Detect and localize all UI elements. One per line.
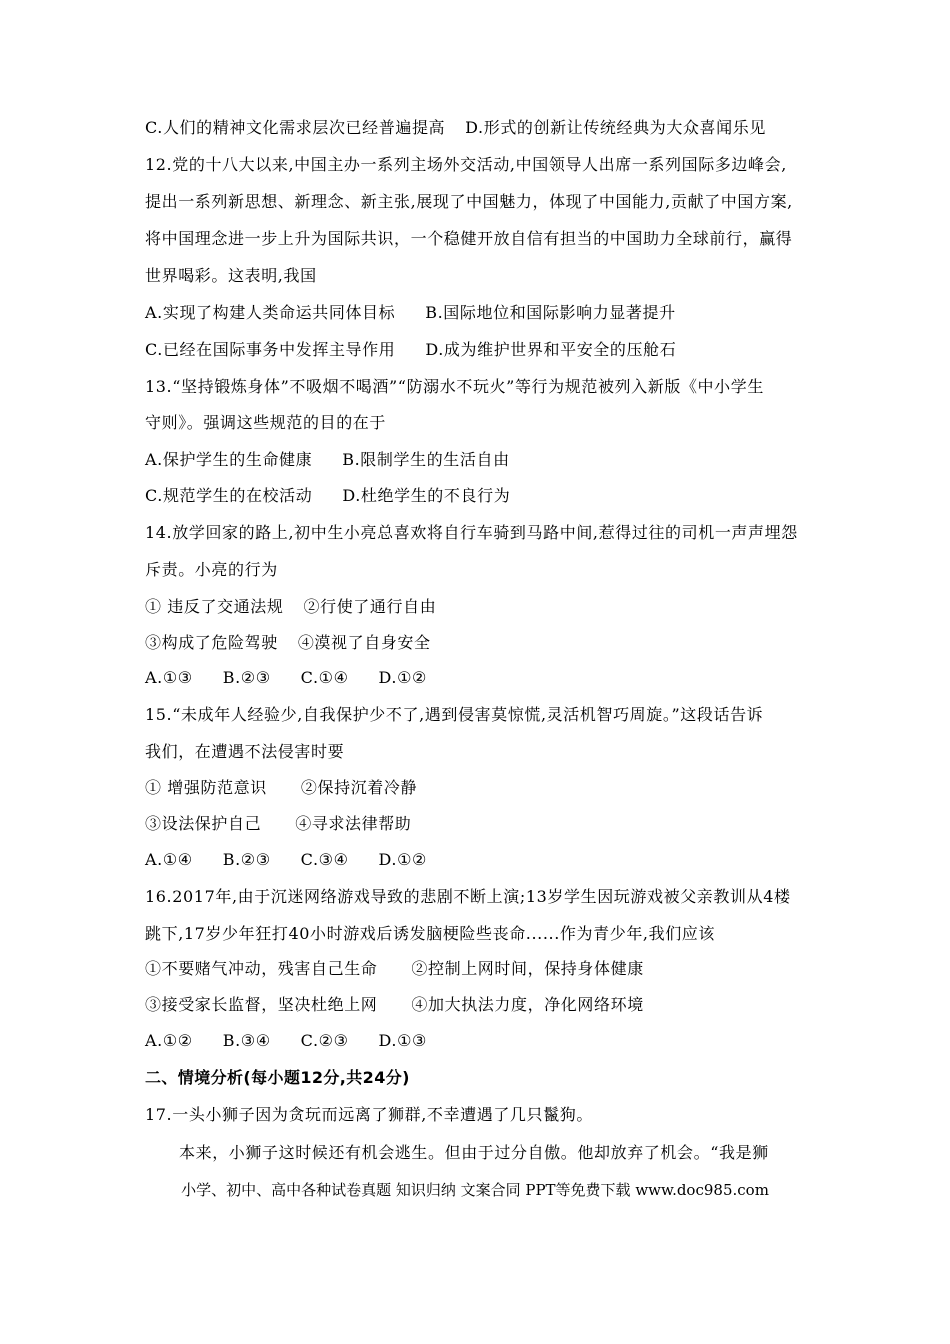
line-q14-statements-12 [145,597,436,617]
option-c: C.规范学生的在校活动 [145,486,313,505]
question-14-line-2: 斥责。小亮的行为 [145,560,278,579]
line-q12-options-ab [145,303,676,323]
question-14-line-1: 14.放学回家的路上,初中生小亮总喜欢将自行车骑到马路中间,惹得过往的司机一声声埋怨 [145,523,798,542]
question-15-line-1: 15.“未成年人经验少,自我保护少不了,遇到侵害莫惊慌,灵活机智巧周旋。”这段话告诉 [145,705,764,724]
choice-c: C.③④ [300,850,349,869]
option-a: A.实现了构建人类命运共同体目标 [145,303,396,322]
statement-1: ① 违反了交通法规 [145,597,284,616]
statement-3: ③接受家长监督，坚决杜绝上网 [145,995,378,1014]
option-d: D.成为维护世界和平安全的压舱石 [425,340,677,359]
statement-2: ②保持沉着冷静 [300,778,418,797]
section-heading: 二、情境分析(每小题12分,共24分) [145,1068,410,1087]
statement-3: ③设法保护自己 [145,814,262,833]
page-footer: 小学、初中、高中各种试卷真题 知识归纳 文案合同 PPT等免费下载 www.doc985.com [181,1181,769,1199]
choice-a: A.①④ [145,850,193,869]
question-13-line-1: 13.“坚持锻炼身体”不吸烟不喝酒”“防溺水不玩火”等行为规范被列入新版《中小学生 [145,377,764,396]
question-12-line-1: 12.党的十八大以来,中国主办一系列主场外交活动,中国领导人出席一系列国际多边峰会, [145,155,787,174]
question-12-line-4: 世界喝彩。这表明,我国 [145,266,317,285]
question-17-line-1: 17.一头小狮子因为贪玩而远离了狮群,不幸遭遇了几只鬣狗。 [145,1105,593,1124]
line-q16-choices [145,1031,427,1051]
choice-d: D.①③ [378,1031,427,1050]
line-q11-options-cd [145,118,766,138]
statement-1: ①不要赌气冲动，残害自己生命 [145,959,378,978]
line-q15-statements-12 [145,778,417,798]
question-16-line-1: 16.2017年,由于沉迷网络游戏导致的悲剧不断上演;13岁学生因玩游戏被父亲教训从4楼 [145,887,791,906]
question-15-line-2: 我们，在遭遇不法侵害时要 [145,742,345,761]
line-q16-statements-12 [145,959,644,979]
choice-d: D.①② [378,668,427,687]
question-17-paragraph: 本来，小狮子这时候还有机会逃生。但由于过分自傲。他却放弃了机会。“我是狮 [179,1143,769,1162]
statement-4: ④漠视了自身安全 [297,633,431,652]
question-12-line-3: 将中国理念进一步上升为国际共识，一个稳健开放自信有担当的中国助力全球前行，赢得 [145,229,793,248]
statement-1: ① 增强防范意识 [145,778,267,797]
question-16-line-2: 跳下,17岁少年狂打40小时游戏后诱发脑梗险些丧命......作为青少年,我们应该 [145,924,716,943]
statement-4: ④加大执法力度，净化网络环境 [411,995,644,1014]
statement-3: ③构成了危险驾驶 [145,633,278,652]
choice-c: C.②③ [300,1031,349,1050]
choice-d: D.①② [378,850,427,869]
question-12-line-2: 提出一系列新思想、新理念、新主张,展现了中国魅力，体现了中国能力,贡献了中国方案, [145,192,793,211]
choice-b: B.②③ [222,850,271,869]
line-q14-choices [145,668,427,688]
option-d: D.杜绝学生的不良行为 [342,486,511,505]
option-c: C.已经在国际事务中发挥主导作用 [145,340,396,359]
option-a: A.保护学生的生命健康 [145,450,313,469]
line-q12-options-cd [145,340,676,360]
option-c: C.人们的精神文化需求层次已经普遍提高 [145,118,446,137]
statement-2: ②控制上网时间，保持身体健康 [411,959,644,978]
choice-b: B.③④ [222,1031,271,1050]
line-q13-options-cd [145,486,510,506]
choice-b: B.②③ [222,668,271,687]
option-d: D.形式的创新让传统经典为大众喜闻乐见 [465,118,766,137]
statement-4: ④寻求法律帮助 [295,814,412,833]
choice-a: A.①③ [145,668,193,687]
line-q15-statements-34 [145,814,411,834]
choice-a: A.①② [145,1031,193,1050]
line-q14-statements-34 [145,633,431,653]
line-q16-statements-34 [145,995,644,1015]
choice-c: C.①④ [300,668,349,687]
statement-2: ②行使了通行自由 [303,597,437,616]
option-b: B.限制学生的生活自由 [342,450,510,469]
question-13-line-2: 守则》。强调这些规范的目的在于 [145,413,387,432]
line-q13-options-ab [145,450,510,470]
line-q15-choices [145,850,427,870]
option-b: B.国际地位和国际影响力显著提升 [425,303,676,322]
